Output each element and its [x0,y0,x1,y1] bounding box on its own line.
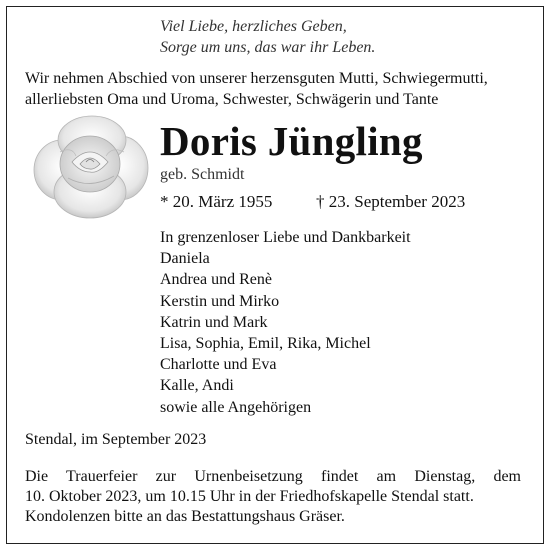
intro-line-1: Wir nehmen Abschied von unserer herzensguten Mutti, Schwiegermutti, [25,70,488,87]
notice-line-3: Kondolenzen bitte an das Bestattungshaus Gräser. [25,508,345,525]
notice-line-2: 10. Oktober 2023, um 10.15 Uhr in der Friedhofskapelle Stendal statt. [25,488,474,505]
motto-line-1: Viel Liebe, herzliches Geben, [160,18,347,35]
mourner-name: Kalle, Andi [160,377,234,394]
notice-line-1: Die Trauerfeier zur Urnenbeisetzung findet am Dienstag, dem [25,468,521,485]
mourner-name: Katrin und Mark [160,314,268,331]
white-rose-image [32,112,150,220]
death-date: † 23. September 2023 [316,192,466,211]
intro-line-2: allerliebsten Oma und Uroma, Schwester, Schwägerin und Tante [25,91,439,108]
mourners-intro: In grenzenloser Liebe und Dankbarkeit [160,229,411,246]
mourner-name: Daniela [160,250,210,267]
mourner-name: sowie alle Angehörigen [160,399,312,416]
place-date: Stendal, im September 2023 [25,431,207,448]
birth-name: geb. Schmidt [160,166,245,183]
mourner-name: Charlotte und Eva [160,356,277,373]
birth-date: * 20. März 1955 [160,192,273,211]
funeral-notice [25,467,521,527]
motto-line-2: Sorge um uns, das war ihr Leben. [160,39,376,56]
mourner-name: Andrea und Renè [160,271,272,288]
mourner-name: Lisa, Sophia, Emil, Rika, Michel [160,335,371,352]
mourner-name: Kerstin und Mirko [160,293,280,310]
deceased-name: Doris Jüngling [160,118,423,164]
